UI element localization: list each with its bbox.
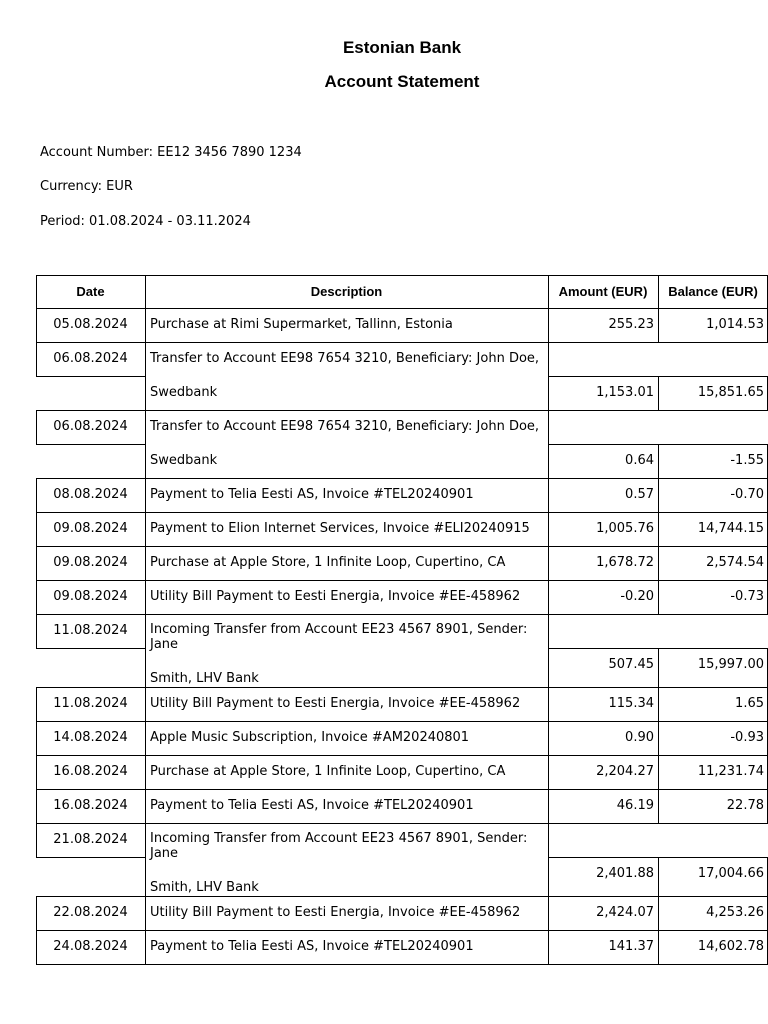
column-header-description: Description	[310, 284, 383, 299]
table-rule	[658, 721, 659, 756]
row-date: 24.08.2024	[53, 939, 128, 954]
table-rule	[36, 376, 146, 377]
row-date: 06.08.2024	[53, 351, 128, 366]
table-rule	[548, 687, 549, 722]
table-rule	[658, 896, 659, 931]
table-rule	[145, 687, 146, 722]
row-description: Payment to Telia Eesti AS, Invoice #TEL20240901	[150, 939, 474, 954]
row-balance: 2,574.54	[706, 555, 764, 570]
row-description: Transfer to Account EE98 7654 3210, Beneficiary: John Doe,	[150, 419, 540, 434]
row-balance: 1.65	[735, 696, 764, 711]
row-balance: 11,231.74	[697, 764, 764, 779]
row-description: Apple Music Subscription, Invoice #AM20240801	[150, 730, 470, 745]
row-date: 09.08.2024	[53, 555, 128, 570]
row-description: Swedbank	[150, 453, 218, 468]
table-rule	[145, 580, 146, 615]
row-amount: 1,678.72	[596, 555, 654, 570]
table-rule	[548, 755, 549, 790]
row-description: Utility Bill Payment to Eesti Energia, Invoice #EE-458962	[150, 905, 521, 920]
table-rule	[36, 444, 146, 445]
table-rule	[548, 789, 549, 824]
row-balance: -0.70	[730, 487, 764, 502]
row-description: Transfer to Account EE98 7654 3210, Beneficiary: John Doe,	[150, 351, 540, 366]
row-amount: 2,204.27	[596, 764, 654, 779]
table-rule	[658, 687, 659, 722]
column-header-balance: Balance (EUR)	[668, 284, 758, 299]
row-balance: 14,744.15	[697, 521, 764, 536]
table-rule	[658, 512, 659, 547]
row-amount: 1,005.76	[596, 521, 654, 536]
table-rule	[548, 930, 549, 965]
row-date: 11.08.2024	[53, 696, 128, 711]
row-date: 09.08.2024	[53, 521, 128, 536]
table-rule	[548, 342, 549, 411]
table-rule	[145, 930, 146, 965]
row-date: 16.08.2024	[53, 764, 128, 779]
row-description: Payment to Elion Internet Services, Invoice #ELI20240915	[150, 521, 530, 536]
row-date: 16.08.2024	[53, 798, 128, 813]
table-rule	[658, 308, 659, 343]
row-amount: 141.37	[608, 939, 654, 954]
table-rule	[145, 512, 146, 547]
table-rule	[145, 308, 146, 343]
row-date: 09.08.2024	[53, 589, 128, 604]
row-balance: 14,602.78	[697, 939, 764, 954]
table-rule	[145, 789, 146, 824]
row-balance: 15,997.00	[697, 657, 764, 672]
row-amount: 115.34	[608, 696, 654, 711]
account-number: Account Number: EE12 3456 7890 1234	[40, 145, 302, 160]
table-rule	[145, 721, 146, 756]
row-date: 14.08.2024	[53, 730, 128, 745]
table-rule	[658, 857, 659, 897]
row-description: Purchase at Apple Store, 1 Infinite Loop, Cupertino, CA	[150, 555, 506, 570]
table-rule	[658, 930, 659, 965]
row-description: Smith, LHV Bank	[150, 880, 259, 895]
row-description: Incoming Transfer from Account EE23 4567 8901, Sender:	[150, 831, 528, 846]
row-description: Smith, LHV Bank	[150, 671, 259, 686]
row-date: 06.08.2024	[53, 419, 128, 434]
row-amount: 0.90	[625, 730, 654, 745]
row-description: Purchase at Apple Store, 1 Infinite Loop, Cupertino, CA	[150, 764, 506, 779]
row-amount: 0.64	[625, 453, 654, 468]
table-rule	[145, 755, 146, 790]
row-balance: 17,004.66	[697, 866, 764, 881]
row-date: 05.08.2024	[53, 317, 128, 332]
row-description: Swedbank	[150, 385, 218, 400]
table-rule	[658, 789, 659, 824]
table-rule	[36, 857, 146, 858]
table-rule	[145, 410, 146, 479]
table-rule	[658, 648, 659, 688]
row-amount: 255.23	[608, 317, 654, 332]
row-description: Payment to Telia Eesti AS, Invoice #TEL20240901	[150, 487, 474, 502]
row-description: Utility Bill Payment to Eesti Energia, Invoice #EE-458962	[150, 696, 521, 711]
column-header-amount: Amount (EUR)	[558, 284, 648, 299]
row-balance: 22.78	[726, 798, 764, 813]
row-date: 11.08.2024	[53, 623, 128, 638]
table-rule	[658, 444, 659, 479]
table-rule	[548, 721, 549, 756]
table-rule	[145, 823, 146, 897]
table-rule	[658, 546, 659, 581]
table-rule	[145, 546, 146, 581]
row-description: Payment to Telia Eesti AS, Invoice #TEL20240901	[150, 798, 474, 813]
row-balance: 15,851.65	[697, 385, 764, 400]
currency: Currency: EUR	[40, 179, 133, 194]
table-rule	[145, 896, 146, 931]
table-rule	[36, 648, 146, 649]
row-date: 08.08.2024	[53, 487, 128, 502]
row-description: Jane	[150, 846, 179, 861]
table-rule	[145, 342, 146, 411]
row-description: Jane	[150, 637, 179, 652]
document-title: Account Statement	[324, 72, 480, 91]
row-amount: 507.45	[608, 657, 654, 672]
statement-period: Period: 01.08.2024 - 03.11.2024	[40, 214, 251, 229]
row-description: Incoming Transfer from Account EE23 4567 8901, Sender:	[150, 622, 528, 637]
table-rule	[658, 755, 659, 790]
table-rule	[548, 896, 549, 931]
row-date: 21.08.2024	[53, 832, 128, 847]
row-amount: 0.57	[625, 487, 654, 502]
table-rule	[548, 478, 549, 513]
row-balance: -0.73	[730, 589, 764, 604]
table-rule	[548, 546, 549, 581]
table-rule	[548, 410, 549, 479]
row-balance: 4,253.26	[706, 905, 764, 920]
column-header-date: Date	[76, 284, 105, 299]
row-balance: -1.55	[730, 453, 764, 468]
row-amount: 46.19	[616, 798, 654, 813]
table-rule	[658, 376, 659, 411]
row-amount: 2,401.88	[596, 866, 654, 881]
row-balance: 1,014.53	[706, 317, 764, 332]
table-rule	[548, 614, 549, 688]
row-description: Utility Bill Payment to Eesti Energia, Invoice #EE-458962	[150, 589, 521, 604]
row-amount: -0.20	[620, 589, 654, 604]
table-rule	[548, 580, 549, 615]
row-description: Purchase at Rimi Supermarket, Tallinn, Estonia	[150, 317, 453, 332]
row-amount: 1,153.01	[596, 385, 654, 400]
table-rule	[548, 512, 549, 547]
row-date: 22.08.2024	[53, 905, 128, 920]
row-balance: -0.93	[730, 730, 764, 745]
row-amount: 2,424.07	[596, 905, 654, 920]
table-rule	[145, 478, 146, 513]
table-rule	[658, 580, 659, 615]
table-rule	[145, 614, 146, 688]
table-rule	[658, 478, 659, 513]
table-rule	[548, 308, 549, 343]
bank-name: Estonian Bank	[342, 38, 462, 57]
table-rule	[548, 823, 549, 897]
